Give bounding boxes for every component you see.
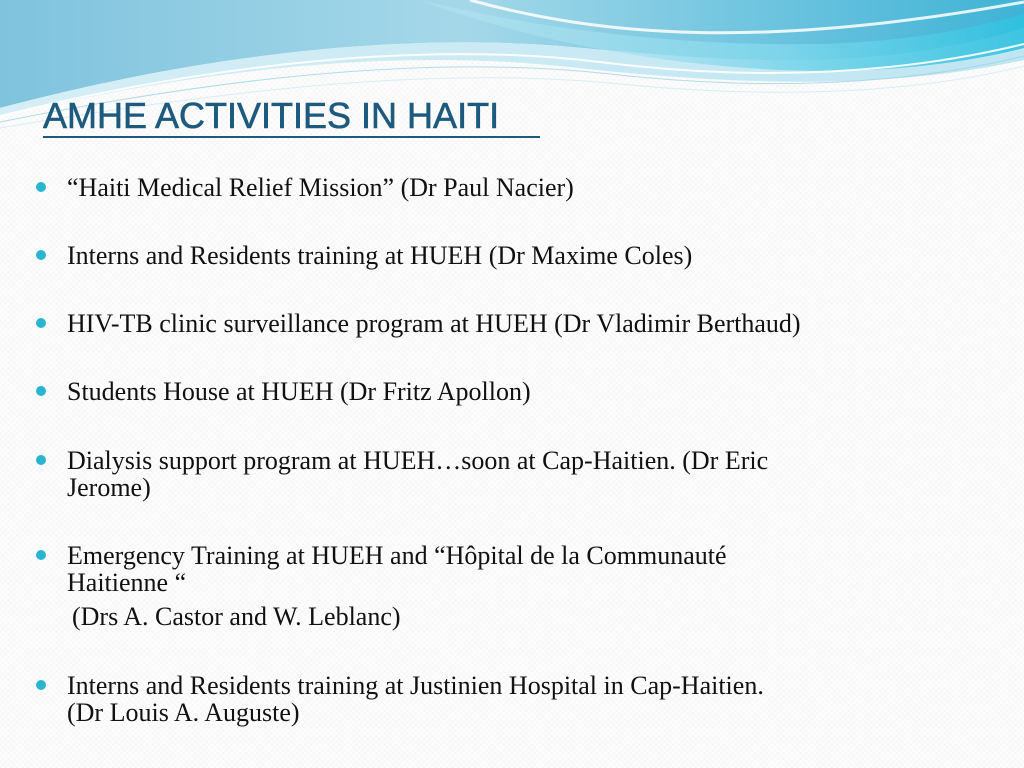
bullet-dot-icon <box>36 550 46 560</box>
list-item-text: Dialysis support program at HUEH…soon at Cap-Haitien. (Dr Eric <box>67 446 769 475</box>
title-underline <box>43 136 540 138</box>
bullet-dot-icon <box>36 680 46 690</box>
bullet-dot-icon <box>36 250 46 260</box>
list-item-text-continued: Haitienne “ <box>67 568 187 597</box>
list-item-subtext: (Drs A. Castor and W. Leblanc) <box>72 602 401 631</box>
bullet-dot-icon <box>36 318 46 328</box>
slide-title: AMHE ACTIVITIES IN HAITI <box>43 95 500 136</box>
list-item <box>30 310 930 337</box>
list-item-text: “Haiti Medical Relief Mission” (Dr Paul Nacier) <box>67 173 574 202</box>
list-item-text-continued: (Dr Louis A. Auguste) <box>67 698 300 727</box>
list-item-text: Students House at HUEH (Dr Fritz Apollon) <box>67 377 531 406</box>
bullet-dot-icon <box>36 386 46 396</box>
list-item-text: Interns and Residents training at HUEH (Dr Maxime Coles) <box>67 241 693 270</box>
list-item <box>30 447 930 501</box>
list-item-text: Interns and Residents training at Justinien Hospital in Cap-Haitien. <box>67 671 764 700</box>
list-item <box>30 242 930 269</box>
list-item <box>30 174 930 201</box>
list-item-text: HIV-TB clinic surveillance program at HUEH (Dr Vladimir Berthaud) <box>67 309 801 338</box>
bullet-dot-icon <box>36 182 46 192</box>
list-item <box>30 378 930 405</box>
list-item-text: Emergency Training at HUEH and “Hôpital de la Communauté <box>67 541 727 570</box>
list-item-text-continued: Jerome) <box>67 473 151 502</box>
bullet-dot-icon <box>36 455 46 465</box>
list-item <box>30 672 930 726</box>
list-item <box>30 542 930 630</box>
